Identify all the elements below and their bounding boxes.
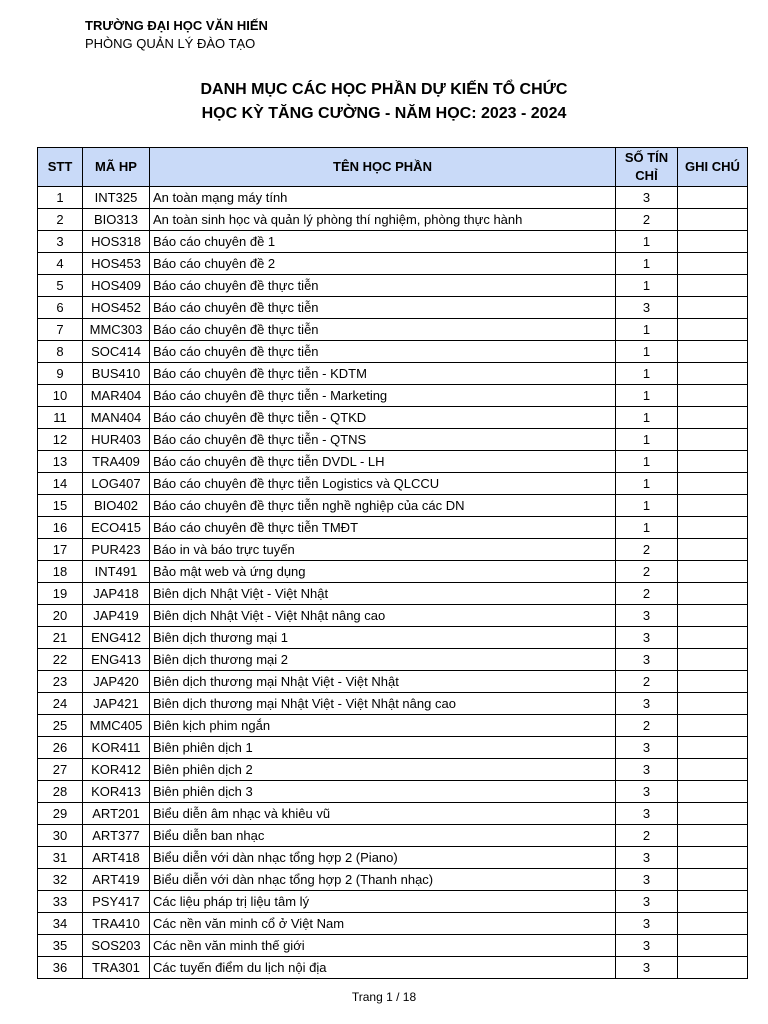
cell-note (678, 957, 748, 979)
cell-credits: 3 (616, 649, 678, 671)
cell-note (678, 869, 748, 891)
cell-stt: 29 (38, 803, 83, 825)
table-row (38, 847, 748, 869)
cell-stt: 13 (38, 451, 83, 473)
col-header-name: TÊN HỌC PHẦN (150, 148, 616, 187)
cell-code: BIO313 (83, 209, 150, 231)
cell-note (678, 935, 748, 957)
cell-credits: 3 (616, 957, 678, 979)
cell-stt: 2 (38, 209, 83, 231)
cell-credits: 1 (616, 319, 678, 341)
cell-note (678, 891, 748, 913)
table-header-row (38, 148, 748, 187)
cell-credits: 1 (616, 429, 678, 451)
cell-code: ECO415 (83, 517, 150, 539)
cell-credits: 2 (616, 671, 678, 693)
cell-credits: 1 (616, 451, 678, 473)
course-table (37, 147, 748, 979)
document-title (0, 78, 768, 126)
cell-credits: 3 (616, 781, 678, 803)
cell-note (678, 517, 748, 539)
table-row (38, 957, 748, 979)
page-number: Trang 1 / 18 (351, 990, 417, 1004)
cell-stt: 9 (38, 363, 83, 385)
cell-code: MAN404 (83, 407, 150, 429)
cell-note (678, 583, 748, 605)
table-row (38, 231, 748, 253)
table-row (38, 693, 748, 715)
cell-note (678, 297, 748, 319)
cell-code: KOR411 (83, 737, 150, 759)
table-row (38, 913, 748, 935)
cell-name: Báo in và báo trực tuyến (150, 539, 616, 561)
cell-credits: 1 (616, 517, 678, 539)
cell-stt: 22 (38, 649, 83, 671)
cell-note (678, 913, 748, 935)
cell-credits: 1 (616, 275, 678, 297)
cell-stt: 6 (38, 297, 83, 319)
cell-stt: 30 (38, 825, 83, 847)
cell-credits: 3 (616, 891, 678, 913)
cell-code: INT325 (83, 187, 150, 209)
cell-note (678, 627, 748, 649)
cell-code: PUR423 (83, 539, 150, 561)
department-name: PHÒNG QUẢN LÝ ĐÀO TẠO (85, 36, 256, 51)
table-row (38, 517, 748, 539)
cell-stt: 18 (38, 561, 83, 583)
cell-note (678, 781, 748, 803)
cell-stt: 31 (38, 847, 83, 869)
cell-name: Báo cáo chuyên đề thực tiễn Logistics và QLCCU (150, 473, 616, 495)
title-line-2: HỌC KỲ TĂNG CƯỜNG - NĂM HỌC: 2023 - 2024 (201, 105, 567, 122)
cell-name: Biên dịch thương mại Nhật Việt - Việt Nhật (150, 671, 616, 693)
table-row (38, 297, 748, 319)
cell-stt: 33 (38, 891, 83, 913)
cell-stt: 23 (38, 671, 83, 693)
cell-name: Biên dịch thương mại 2 (150, 649, 616, 671)
cell-credits: 1 (616, 495, 678, 517)
cell-code: HOS452 (83, 297, 150, 319)
cell-name: Biên dịch Nhật Việt - Việt Nhật nâng cao (150, 605, 616, 627)
cell-code: MAR404 (83, 385, 150, 407)
cell-code: TRA301 (83, 957, 150, 979)
cell-note (678, 429, 748, 451)
cell-credits: 3 (616, 913, 678, 935)
table-row (38, 737, 748, 759)
cell-credits: 1 (616, 253, 678, 275)
cell-name: An toàn sinh học và quản lý phòng thí nghiệm, phòng thực hành (150, 209, 616, 231)
cell-code: HOS318 (83, 231, 150, 253)
cell-name: Các nền văn minh thế giới (150, 935, 616, 957)
cell-code: ART377 (83, 825, 150, 847)
cell-note (678, 847, 748, 869)
cell-code: LOG407 (83, 473, 150, 495)
cell-credits: 1 (616, 231, 678, 253)
cell-credits: 3 (616, 737, 678, 759)
cell-name: Báo cáo chuyên đề thực tiễn (150, 297, 616, 319)
cell-name: Báo cáo chuyên đề thực tiễn nghề nghiệp của các DN (150, 495, 616, 517)
cell-stt: 35 (38, 935, 83, 957)
col-header-credits-line2: CHỈ (635, 168, 658, 183)
table-row (38, 473, 748, 495)
cell-note (678, 319, 748, 341)
cell-note (678, 737, 748, 759)
table-row (38, 451, 748, 473)
cell-code: KOR413 (83, 781, 150, 803)
cell-code: ART418 (83, 847, 150, 869)
cell-code: ENG413 (83, 649, 150, 671)
cell-name: Báo cáo chuyên đề thực tiễn - QTNS (150, 429, 616, 451)
cell-name: Biểu diễn với dàn nhạc tổng hợp 2 (Thanh nhạc) (150, 869, 616, 891)
col-header-credits (616, 148, 678, 187)
cell-name: Biên phiên dịch 1 (150, 737, 616, 759)
table-row (38, 495, 748, 517)
cell-credits: 2 (616, 825, 678, 847)
cell-name: Bảo mật web và ứng dụng (150, 561, 616, 583)
cell-credits: 1 (616, 407, 678, 429)
cell-note (678, 385, 748, 407)
cell-credits: 3 (616, 627, 678, 649)
cell-stt: 28 (38, 781, 83, 803)
cell-credits: 3 (616, 297, 678, 319)
cell-stt: 8 (38, 341, 83, 363)
table-row (38, 671, 748, 693)
cell-stt: 11 (38, 407, 83, 429)
cell-stt: 10 (38, 385, 83, 407)
cell-name: Biên kịch phim ngắn (150, 715, 616, 737)
cell-credits: 1 (616, 473, 678, 495)
cell-code: HUR403 (83, 429, 150, 451)
cell-name: Báo cáo chuyên đề thực tiễn DVDL - LH (150, 451, 616, 473)
table-row (38, 583, 748, 605)
cell-note (678, 231, 748, 253)
cell-note (678, 253, 748, 275)
cell-credits: 2 (616, 715, 678, 737)
cell-code: JAP420 (83, 671, 150, 693)
cell-name: Biểu diễn âm nhạc và khiêu vũ (150, 803, 616, 825)
table-row (38, 781, 748, 803)
cell-code: BIO402 (83, 495, 150, 517)
table-row (38, 715, 748, 737)
cell-code: HOS409 (83, 275, 150, 297)
cell-note (678, 539, 748, 561)
cell-credits: 2 (616, 561, 678, 583)
cell-stt: 34 (38, 913, 83, 935)
cell-stt: 27 (38, 759, 83, 781)
cell-code: INT491 (83, 561, 150, 583)
cell-note (678, 759, 748, 781)
cell-stt: 16 (38, 517, 83, 539)
cell-code: JAP419 (83, 605, 150, 627)
cell-note (678, 187, 748, 209)
cell-credits: 3 (616, 803, 678, 825)
cell-note (678, 473, 748, 495)
cell-note (678, 275, 748, 297)
cell-note (678, 803, 748, 825)
cell-credits: 2 (616, 539, 678, 561)
table-row (38, 187, 748, 209)
cell-name: Báo cáo chuyên đề 2 (150, 253, 616, 275)
cell-name: Báo cáo chuyên đề thực tiễn (150, 319, 616, 341)
cell-stt: 1 (38, 187, 83, 209)
table-row (38, 825, 748, 847)
cell-credits: 3 (616, 605, 678, 627)
table-row (38, 319, 748, 341)
table-row (38, 605, 748, 627)
table-row (38, 759, 748, 781)
cell-note (678, 363, 748, 385)
cell-code: ART201 (83, 803, 150, 825)
cell-stt: 21 (38, 627, 83, 649)
cell-code: MMC405 (83, 715, 150, 737)
cell-code: TRA409 (83, 451, 150, 473)
cell-credits: 1 (616, 385, 678, 407)
cell-stt: 15 (38, 495, 83, 517)
cell-name: Biểu diễn ban nhạc (150, 825, 616, 847)
cell-code: SOC414 (83, 341, 150, 363)
cell-stt: 12 (38, 429, 83, 451)
cell-code: TRA410 (83, 913, 150, 935)
cell-name: Báo cáo chuyên đề 1 (150, 231, 616, 253)
cell-code: JAP418 (83, 583, 150, 605)
table-row (38, 385, 748, 407)
cell-code: HOS453 (83, 253, 150, 275)
cell-code: PSY417 (83, 891, 150, 913)
cell-name: Biên phiên dịch 2 (150, 759, 616, 781)
cell-name: Báo cáo chuyên đề thực tiễn - QTKD (150, 407, 616, 429)
table-row (38, 539, 748, 561)
cell-code: SOS203 (83, 935, 150, 957)
cell-note (678, 715, 748, 737)
cell-name: Biên dịch Nhật Việt - Việt Nhật (150, 583, 616, 605)
cell-stt: 36 (38, 957, 83, 979)
cell-stt: 19 (38, 583, 83, 605)
table-body (38, 187, 748, 979)
cell-note (678, 605, 748, 627)
cell-stt: 26 (38, 737, 83, 759)
cell-credits: 3 (616, 869, 678, 891)
table-row (38, 363, 748, 385)
cell-credits: 2 (616, 209, 678, 231)
table-row (38, 891, 748, 913)
cell-code: MMC303 (83, 319, 150, 341)
title-line-1: DANH MỤC CÁC HỌC PHẦN DỰ KIẾN TỔ CHỨC (200, 81, 568, 98)
cell-code: ENG412 (83, 627, 150, 649)
cell-code: KOR412 (83, 759, 150, 781)
cell-stt: 24 (38, 693, 83, 715)
col-header-note: GHI CHÚ (678, 148, 748, 187)
cell-name: Biên dịch thương mại 1 (150, 627, 616, 649)
table-row (38, 561, 748, 583)
cell-name: Các tuyến điểm du lịch nội địa (150, 957, 616, 979)
cell-stt: 17 (38, 539, 83, 561)
cell-code: ART419 (83, 869, 150, 891)
cell-note (678, 561, 748, 583)
cell-stt: 20 (38, 605, 83, 627)
cell-note (678, 341, 748, 363)
cell-code: BUS410 (83, 363, 150, 385)
cell-credits: 3 (616, 935, 678, 957)
cell-stt: 32 (38, 869, 83, 891)
cell-note (678, 451, 748, 473)
cell-name: Báo cáo chuyên đề thực tiễn TMĐT (150, 517, 616, 539)
cell-credits: 2 (616, 583, 678, 605)
cell-stt: 4 (38, 253, 83, 275)
cell-note (678, 407, 748, 429)
cell-name: Các nền văn minh cổ ở Việt Nam (150, 913, 616, 935)
cell-credits: 3 (616, 693, 678, 715)
cell-note (678, 671, 748, 693)
table-row (38, 627, 748, 649)
cell-name: Biểu diễn với dàn nhạc tổng hợp 2 (Piano) (150, 847, 616, 869)
cell-credits: 3 (616, 187, 678, 209)
col-header-credits-line1: SỐ TÍN (624, 150, 669, 165)
cell-credits: 3 (616, 759, 678, 781)
table-row (38, 209, 748, 231)
cell-code: JAP421 (83, 693, 150, 715)
table-row (38, 935, 748, 957)
table-row (38, 275, 748, 297)
col-header-code: MÃ HP (83, 148, 150, 187)
org-header (85, 17, 268, 53)
cell-stt: 5 (38, 275, 83, 297)
cell-stt: 3 (38, 231, 83, 253)
cell-stt: 25 (38, 715, 83, 737)
cell-name: Các liệu pháp trị liệu tâm lý (150, 891, 616, 913)
cell-name: Biên phiên dịch 3 (150, 781, 616, 803)
table-row (38, 407, 748, 429)
cell-credits: 1 (616, 363, 678, 385)
cell-note (678, 693, 748, 715)
table-row (38, 429, 748, 451)
school-name: TRƯỜNG ĐẠI HỌC VĂN HIẾN (85, 18, 268, 33)
cell-note (678, 649, 748, 671)
cell-name: An toàn mạng máy tính (150, 187, 616, 209)
cell-note (678, 495, 748, 517)
table-row (38, 803, 748, 825)
cell-name: Báo cáo chuyên đề thực tiễn - Marketing (150, 385, 616, 407)
table-row (38, 869, 748, 891)
cell-credits: 1 (616, 341, 678, 363)
col-header-stt: STT (38, 148, 83, 187)
cell-stt: 7 (38, 319, 83, 341)
cell-note (678, 825, 748, 847)
cell-name: Báo cáo chuyên đề thực tiễn (150, 275, 616, 297)
table-row (38, 253, 748, 275)
cell-stt: 14 (38, 473, 83, 495)
table-row (38, 649, 748, 671)
cell-name: Báo cáo chuyên đề thực tiễn - KDTM (150, 363, 616, 385)
cell-note (678, 209, 748, 231)
cell-name: Báo cáo chuyên đề thực tiễn (150, 341, 616, 363)
cell-name: Biên dịch thương mại Nhật Việt - Việt Nhật nâng cao (150, 693, 616, 715)
cell-credits: 3 (616, 847, 678, 869)
table-row (38, 341, 748, 363)
